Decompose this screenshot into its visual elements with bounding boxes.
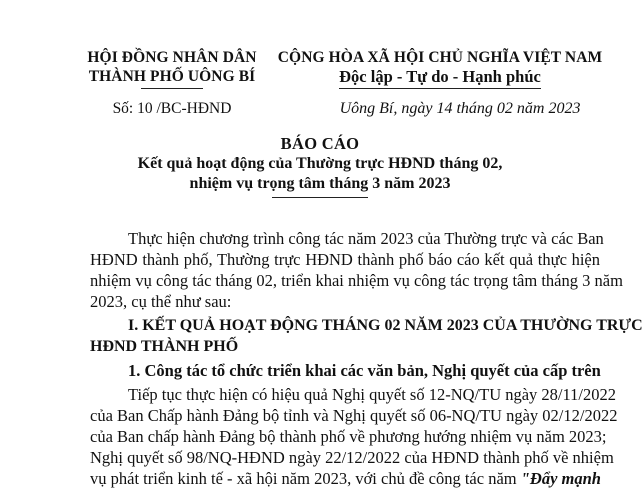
intro-line: 2023, cụ thể như sau: — [90, 292, 232, 311]
paragraph-line: của Ban Chấp hành Đảng bộ tỉnh và Nghị quyết số 06-NQ/TU ngày 02/12/2022 — [90, 406, 618, 425]
subsection-heading: 1. Công tác tổ chức triển khai các văn bản, Nghị quyết của cấp trên — [128, 361, 601, 380]
issuing-city-name: THÀNH PHỐ UÔNG BÍ — [88, 68, 256, 85]
intro-line: nhiệm vụ công tác tháng 02, triển khai nhiệm vụ công tác trọng tâm tháng 3 năm — [90, 271, 623, 290]
title-underline — [272, 197, 368, 198]
national-header-block — [270, 48, 610, 118]
place-and-date: Uông Bí, ngày 14 tháng 02 năm 2023 — [339, 100, 581, 117]
report-subject-line2: nhiệm vụ trọng tâm tháng 3 năm 2023 — [189, 175, 451, 192]
paragraph-line: của Ban chấp hành Đảng bộ thành phố về phương hướng nhiệm vụ năm 2023; — [90, 427, 607, 446]
section-heading-continued: HĐND THÀNH PHỐ — [90, 338, 239, 355]
issuing-council-name: HỘI ĐỒNG NHÂN DÂN — [87, 49, 257, 66]
paragraph-line-with-emphasis — [90, 468, 600, 489]
emphasized-quote: "Đẩy mạnh — [520, 469, 601, 488]
report-subject-line1: Kết quả hoạt động của Thường trực HĐND tháng 02, — [137, 155, 503, 172]
report-title-block — [0, 134, 640, 198]
document-number: Số: 10 /BC-HĐND — [112, 100, 232, 117]
authority-underline — [141, 88, 203, 89]
section-heading: I. KẾT QUẢ HOẠT ĐỘNG THÁNG 02 NĂM 2023 CỦA THƯỜNG TRỰC — [128, 317, 643, 334]
paragraph-line: Tiếp tục thực hiện có hiệu quả Nghị quyết số 12-NQ/TU ngày 28/11/2022 — [128, 385, 616, 404]
national-title: CỘNG HÒA XÃ HỘI CHỦ NGHĨA VIỆT NAM — [277, 49, 603, 66]
issuing-authority-block — [62, 48, 282, 118]
intro-line: Thực hiện chương trình công tác năm 2023 của Thường trực và các Ban — [128, 229, 604, 248]
report-heading: BÁO CÁO — [280, 134, 360, 153]
intro-line: HĐND thành phố, Thường trực HĐND thành phố báo cáo kết quả thực hiện — [90, 250, 600, 269]
paragraph-text: vụ phát triển kinh tế - xã hội năm 2023, với chủ đề công tác năm — [90, 469, 521, 488]
national-motto: Độc lập - Tự do - Hạnh phúc — [339, 67, 541, 89]
report-body — [90, 228, 643, 489]
paragraph-line: Nghị quyết số 98/NQ-HĐND ngày 22/12/2022 của HĐND thành phố về nhiệm — [90, 448, 614, 467]
